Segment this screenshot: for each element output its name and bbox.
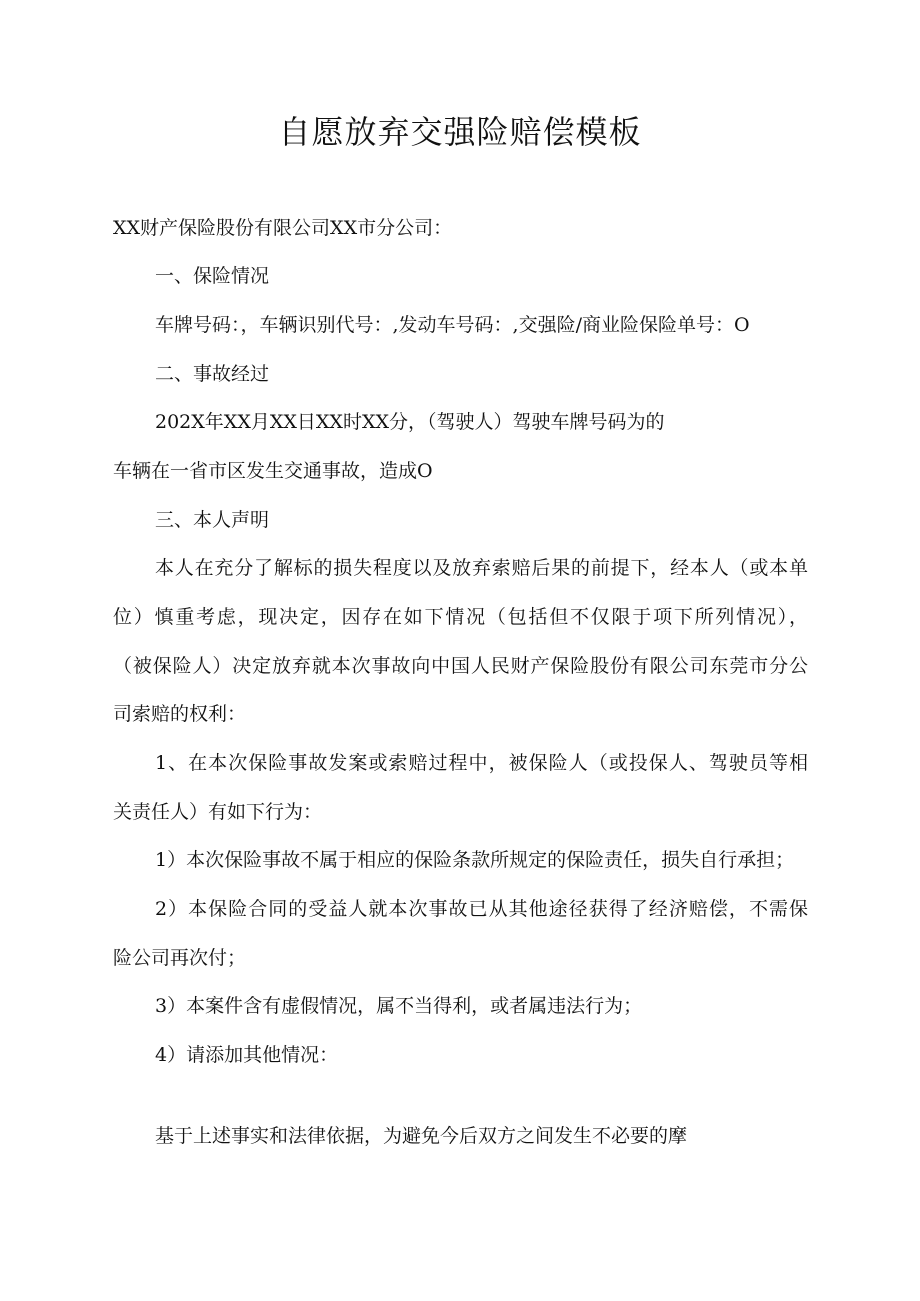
document-title: 自愿放弃交强险赔偿模板 <box>278 113 642 151</box>
section1-heading: 一、保险情况 <box>155 265 270 287</box>
sub-item-2-line2: 险公司再次付； <box>113 947 247 969</box>
closing-text: 基于上述事实和法律依据，为避免今后双方之间发生不必要的摩 <box>155 1125 688 1147</box>
item1-line2: 关责任人）有如下行为： <box>113 801 323 823</box>
section3-paragraph-line1: 本人在充分了解标的损失程度以及放弃索赔后果的前提下，经本人（或本单 <box>155 557 808 579</box>
section3-paragraph-line4: 司索赔的权利： <box>113 703 247 725</box>
item1-line1: 1、在本次保险事故发案或索赔过程中，被保险人（或投保人、驾驶员等相 <box>155 752 808 774</box>
sub-item-1: 1）本次保险事故不属于相应的保险条款所规定的保险责任，损失自行承担； <box>155 849 795 871</box>
section2-line2: 车辆在一省市区发生交通事故，造成O <box>113 460 433 482</box>
section3-paragraph-line2: 位）慎重考虑，现决定，因存在如下情况（包括但不仅限于项下所列情况）， <box>113 606 808 628</box>
sub-item-4: 4）请添加其他情况： <box>155 1044 339 1066</box>
section3-paragraph-line3: （被保险人）决定放弃就本次事故向中国人民财产保险股份有限公司东莞市分公 <box>113 655 808 677</box>
sub-item-2-line1: 2）本保险合同的受益人就本次事故已从其他途径获得了经济赔偿，不需保 <box>155 898 808 920</box>
section3-heading: 三、本人声明 <box>155 509 270 531</box>
section1-text: 车牌号码：，车辆识别代号：,发动车号码：,交强险/商业险保险单号：O <box>155 314 750 336</box>
addressee: XX财产保险股份有限公司XX市分公司： <box>113 217 453 239</box>
section2-heading: 二、事故经过 <box>155 363 270 385</box>
sub-item-3: 3）本案件含有虚假情况，属不当得利，或者属违法行为； <box>155 995 643 1017</box>
section2-line1: 202X年XX月XX日XX时XX分，（驾驶人）驾驶车牌号码为的 <box>155 411 665 433</box>
